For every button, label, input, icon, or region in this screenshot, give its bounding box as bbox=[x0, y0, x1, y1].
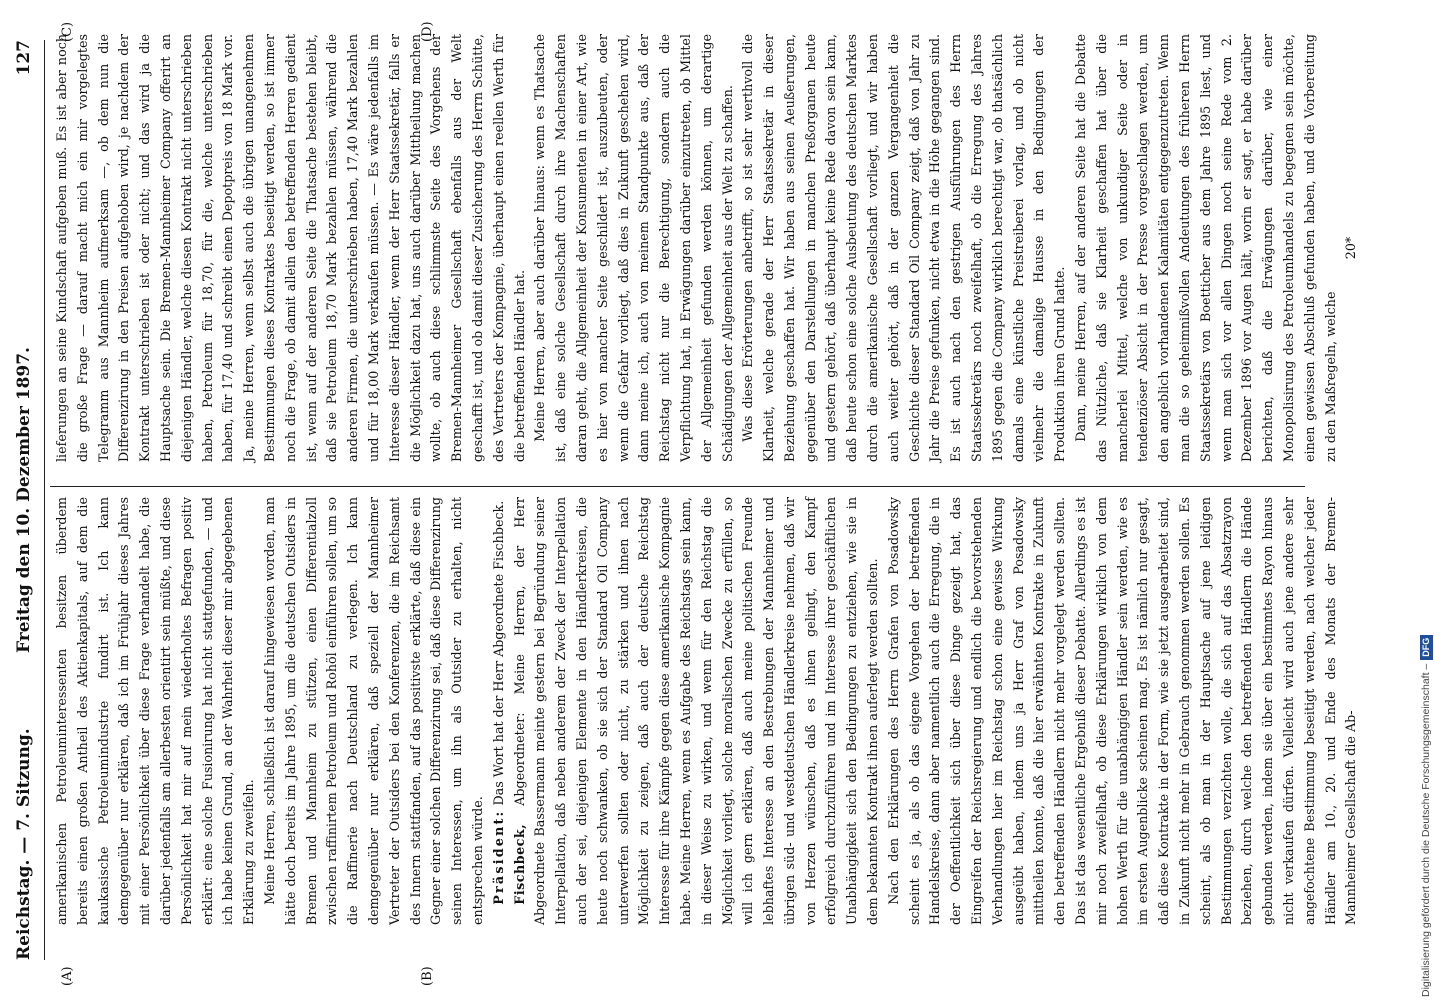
page-number: 127 bbox=[14, 40, 34, 76]
running-header-left: Reichstag. — 7. Sitzung. bbox=[14, 728, 34, 960]
margin-label-a: (A) bbox=[60, 966, 75, 986]
paragraph: Was diese Erörterungen anbetrifft, so ist sehr werthvoll die Klarheit, welche gerade der Herr Staatssekretär in dieser Beziehung geschaffen hat. Wir haben aus seinen Aeußerungen, gegenüber den Darstellungen in manchen Preßorganen heute und gestern gehört, daß überhaupt keine Rede davon sein kann, daß heute schon eine solche Ausbeutung des deutschen Marktes durch die amerikanische Gesellschaft vorliegt, und wir haben auch weiter gehört, daß in der ganzen Vergangenheit die Geschichte dieser Standard Oil Company zeigt, daß von Jahr zu Jahr die Preise gefunken, nicht etwa in die Höhe gegangen sind. Es ist auch nach den gestrigen Ausführungen des Herrn Staatssekretärs noch zweifelhaft, ob die Erregung des Jahres 1895 gegen die Company wirklich berechtigt war, ob thatsächlich damals eine künstliche Preistreiberei vorlag, und ob nicht vielmehr die damalige Hausse in den Bedingungen der Produktion ihren Grund hatte. bbox=[740, 34, 1068, 462]
speech-text: Das Wort hat der Herr Abgeordnete Fischbeck. bbox=[490, 500, 506, 806]
margin-label-b: (B) bbox=[420, 966, 435, 986]
right-text-column bbox=[52, 34, 1359, 462]
paragraph: Dann, meine Herren, auf der anderen Seite hat die Debatte das Nützliche, daß sie Klarheit geschaffen hat über die mancherlei Mittel, welche von unkundiger Seite oder in tendenziöser Absicht in der Presse vorgeschlagen werden, um den angeblich vorhandenen Kalamitäten entgegenzutreten. Wenn man die so geheimnißvollen Andeutungen des früheren Herrn Staatssekretärs von Boetticher aus dem Jahre 1895 liest, und wenn man sich vor allen Dingen noch seine Rede vom 2. Dezember 1896 vor Augen hält, worin er sagt, er habe darüber berichten, daß die Erwägungen darüber, wie einer Monopolisirung des Petroleumhandels zu begegnen sein möchte, einen gewissen Abschluß gefunden haben, und die Vorbereitung zu den Maßregeln, welche bbox=[1073, 34, 1338, 462]
column-divider bbox=[50, 486, 1305, 487]
speaker-name: Präsident: bbox=[490, 809, 506, 905]
paragraph: Meine Herren, aber auch darüber hinaus: wenn es Thatsache ist, daß eine solche Gesellschaft durch ihre Machenschaften daran geht, die Allgemeinheit der Konsumenten in einer Art, wie es hier von mancher Seite geschildert ist, auszubeuten, oder wenn die Gefahr vorliegt, daß dies in Zukunft geschehen wird, dann meine ich, auch von meinem Standpunkte aus, daß der Reichstag nicht nur die Berechtigung, sondern auch die Verpflichtung hat, in Erwägungen darüber einzutreten, ob Mittel der Allgemeinheit gefunden werden können, um derartige Schädigungen der Allgemeinheit aus der Welt zu schaffen. bbox=[532, 34, 735, 462]
speaker-name: Fischbeck, bbox=[511, 823, 527, 905]
paragraph: Meine Herren, schließlich ist darauf hingewiesen worden, man hätte doch bereits im Jahre 1895, um die deutschen Outsiders in Bremen und Mannheim zu stützen, einen Differentialzoll zwischen raffinirtem Petroleum und Rohöl einführen sollen, um so die Raffinerie nach Deutschland zu verlegen. Ich kann demgegenüber nur erklären, daß speziell der Mannheimer Vertreter der Outsiders bei den Konferenzen, die im Reichsamt des Innern stattfanden, auf das positivste erklärte, daß diese ein Gegner einer solchen Differenzirung sei, daß diese Differenzirung seinen Interessen, um ihn als Outsider zu erhalten, nicht entsprechen würde. bbox=[261, 497, 485, 925]
speech-text: Abgeordneter: Meine Herren, der Herr Abgeordnete Bassermann meinte gestern bei Begründung seiner Interpellation, daß neben anderem der Zweck der Interpellation auch der sei, diejenigen Elemente in den Händlerkreisen, die heute noch schwanken, ob sie sich der Standard Oil Company unterwerfen sollten oder nicht, zu stärken und ihnen nach Möglichkeit zu zeigen, daß auch der deutsche Reichstag Interesse für ihre Kämpfe gegen diese amerikanische Kompagnie habe. Meine Herren, wenn es Aufgabe des Reichstags sein kann, in dieser Weise zu wirken, und wenn für den Reichstag die Möglichkeit vorliegt, solche moralischen Zwecke zu erfüllen, so will ich gern erklären, daß auch meine politischen Freunde lebhaftes Interesse an den Bestrebungen der Mannheimer und übrigen süd- und westdeutschen Händlerkreise nehmen, daß wir von Herzen wünschen, daß es ihnen gelingt, den Kampf erfolgreich durchzuführen und im Interesse ihrer geschäftlichen Unabhängigkeit sich den Bedingungen zu entziehen, wie sie in dem bekannten Kontrakt ihnen auferlegt werden sollten. bbox=[511, 497, 881, 925]
running-header-date: Freitag den 10. Dezember 1897. bbox=[14, 347, 34, 653]
paragraph: lieferungen an seine Kundschaft aufgeben muß. Es ist aber noch die große Frage — darauf macht mich ein mir vorgelegtes Telegramm aus Mannheim aufmerksam —, ob dem nun die Differenzirung in den Preisen aufgehoben wird, je nachdem der Kontrakt unterschrieben ist oder nicht; und das wird ja die Hauptsache sein. Die Bremen-Mannheimer Company offerirt an diejenigen Händler, welche diesen Kontrakt nicht unterschrieben haben, Petroleum für 18,70, für die, welche unterschrieben haben, für 17,40 und schreibt einen Depotpreis von 18 Mark vor. Ja, meine Herren, wenn selbst auch die übrigen unangenehmen Bestimmungen dieses Kontraktes beseitigt werden, so ist immer noch die Frage, ob damit allein den betreffenden Herren gedient ist, wenn auf der anderen Seite die Thatsache bestehen bleibt, daß sie Petroleum 18,70 Mark bezahlen müssen, während die anderen Firmen, die unterschrieben haben, 17,40 Mark bezahlen und für 18,00 Mark verkaufen müssen. — Es wäre jedenfalls im Interesse dieser Händler, wenn der Herr Staatssekretär, falls er die Möglichkeit dazu hat, uns auch darüber Mittheilung machen wollte, ob auch diese schlimmste Seite des Vorgehens der Bremen-Mannheimer Gesellschaft ebenfalls aus der Welt geschafft ist, und ob damit dieser Zusicherung des Herrn Schütte, des Vertreters der Kompagnie, überhaupt einen reellen Werth für die betreffenden Händler hat. bbox=[54, 34, 527, 462]
paragraph: amerikanischen Petroleuminteressenten besitzen überdem bereits einen großen Antheil des Aktienkapitals, auf dem die kaukasische Petroleumindustrie fundirt ist. Ich kann demgegenüber nur erklären, daß ich im Frühjahr dieses Jahres mit einer Persönlichkeit über diese Frage verhandelt habe, die darüber jedenfalls am allerbesten orientirt sein müßte, und diese Persönlichkeit hat mir auf mein wiederholtes Befragen positiv erklärt: eine solche Fusionirung hat nicht stattgefunden, — und ich habe keinen Grund, an der Wahrheit dieser mir abgegebenen Erklärung zu zweifeln. bbox=[54, 497, 257, 925]
dfg-logo: DFG bbox=[1420, 635, 1433, 660]
paragraph: Nach den Erklärungen des Herrn Grafen von Posadowsky scheint es ja, als ob das eigene Vorgehen der betreffenden Handelskreise, dann aber namentlich auch die Erregung, die in der Oeffentlichkeit sich über diese Dinge gezeigt hat, das Eingreifen der Reichsregierung und endlich die bevorstehenden Verhandlungen hier im Reichstag schon eine gewisse Wirkung ausgeübt haben, indem uns ja Herr Graf von Posadowsky mittheilen konnte, daß die hier erwähnten Kontrakte in Zukunft den betreffenden Händlern nicht mehr vorgelegt werden sollten. Das ist das wesentliche Ergebniß dieser Debatte. Allerdings es ist mir noch zweifelhaft, ob diese Erklärungen wirklich von dem hohen Werth für die unabhängigen Händler sein werden, wie es im ersten Augenblicke scheinen mag. Es ist nämlich nur gesagt, daß diese Kontrakte in der Form, wie sie jetzt ausgearbeitet sind, in Zukunft nicht mehr in Gebrauch genommen werden sollen. Es scheint, als ob man in der Hauptsache auf jene leidigen Bestimmungen verzichten wolle, die sich auf das Absatzrayon beziehen, durch welche den betreffenden Händlern die Hände gebunden werden, indem sie über ein bestimmtes Rayon hinaus nicht verkaufen dürfen. Vielleicht wird auch jene andere sehr angefochtene Bestimmung beseitigt werden, nach welcher jeder Händler am 10., 20. und Ende des Monats der Bremen-Mannheimer Gesellschaft die Ab- bbox=[885, 497, 1359, 925]
credit-text: Digitalisierung gefördert durch die Deutsche Forschungsgemeinschaft – bbox=[1420, 663, 1432, 997]
digitization-credit bbox=[1418, 2, 1434, 1000]
header-rule bbox=[44, 40, 45, 960]
margin-label-c: (C) bbox=[60, 21, 75, 42]
signature-mark: 20* bbox=[1343, 236, 1359, 260]
margin-label-d: (D) bbox=[420, 21, 435, 42]
paragraph bbox=[489, 497, 510, 925]
left-text-column bbox=[52, 497, 1359, 925]
paragraph bbox=[510, 497, 884, 925]
